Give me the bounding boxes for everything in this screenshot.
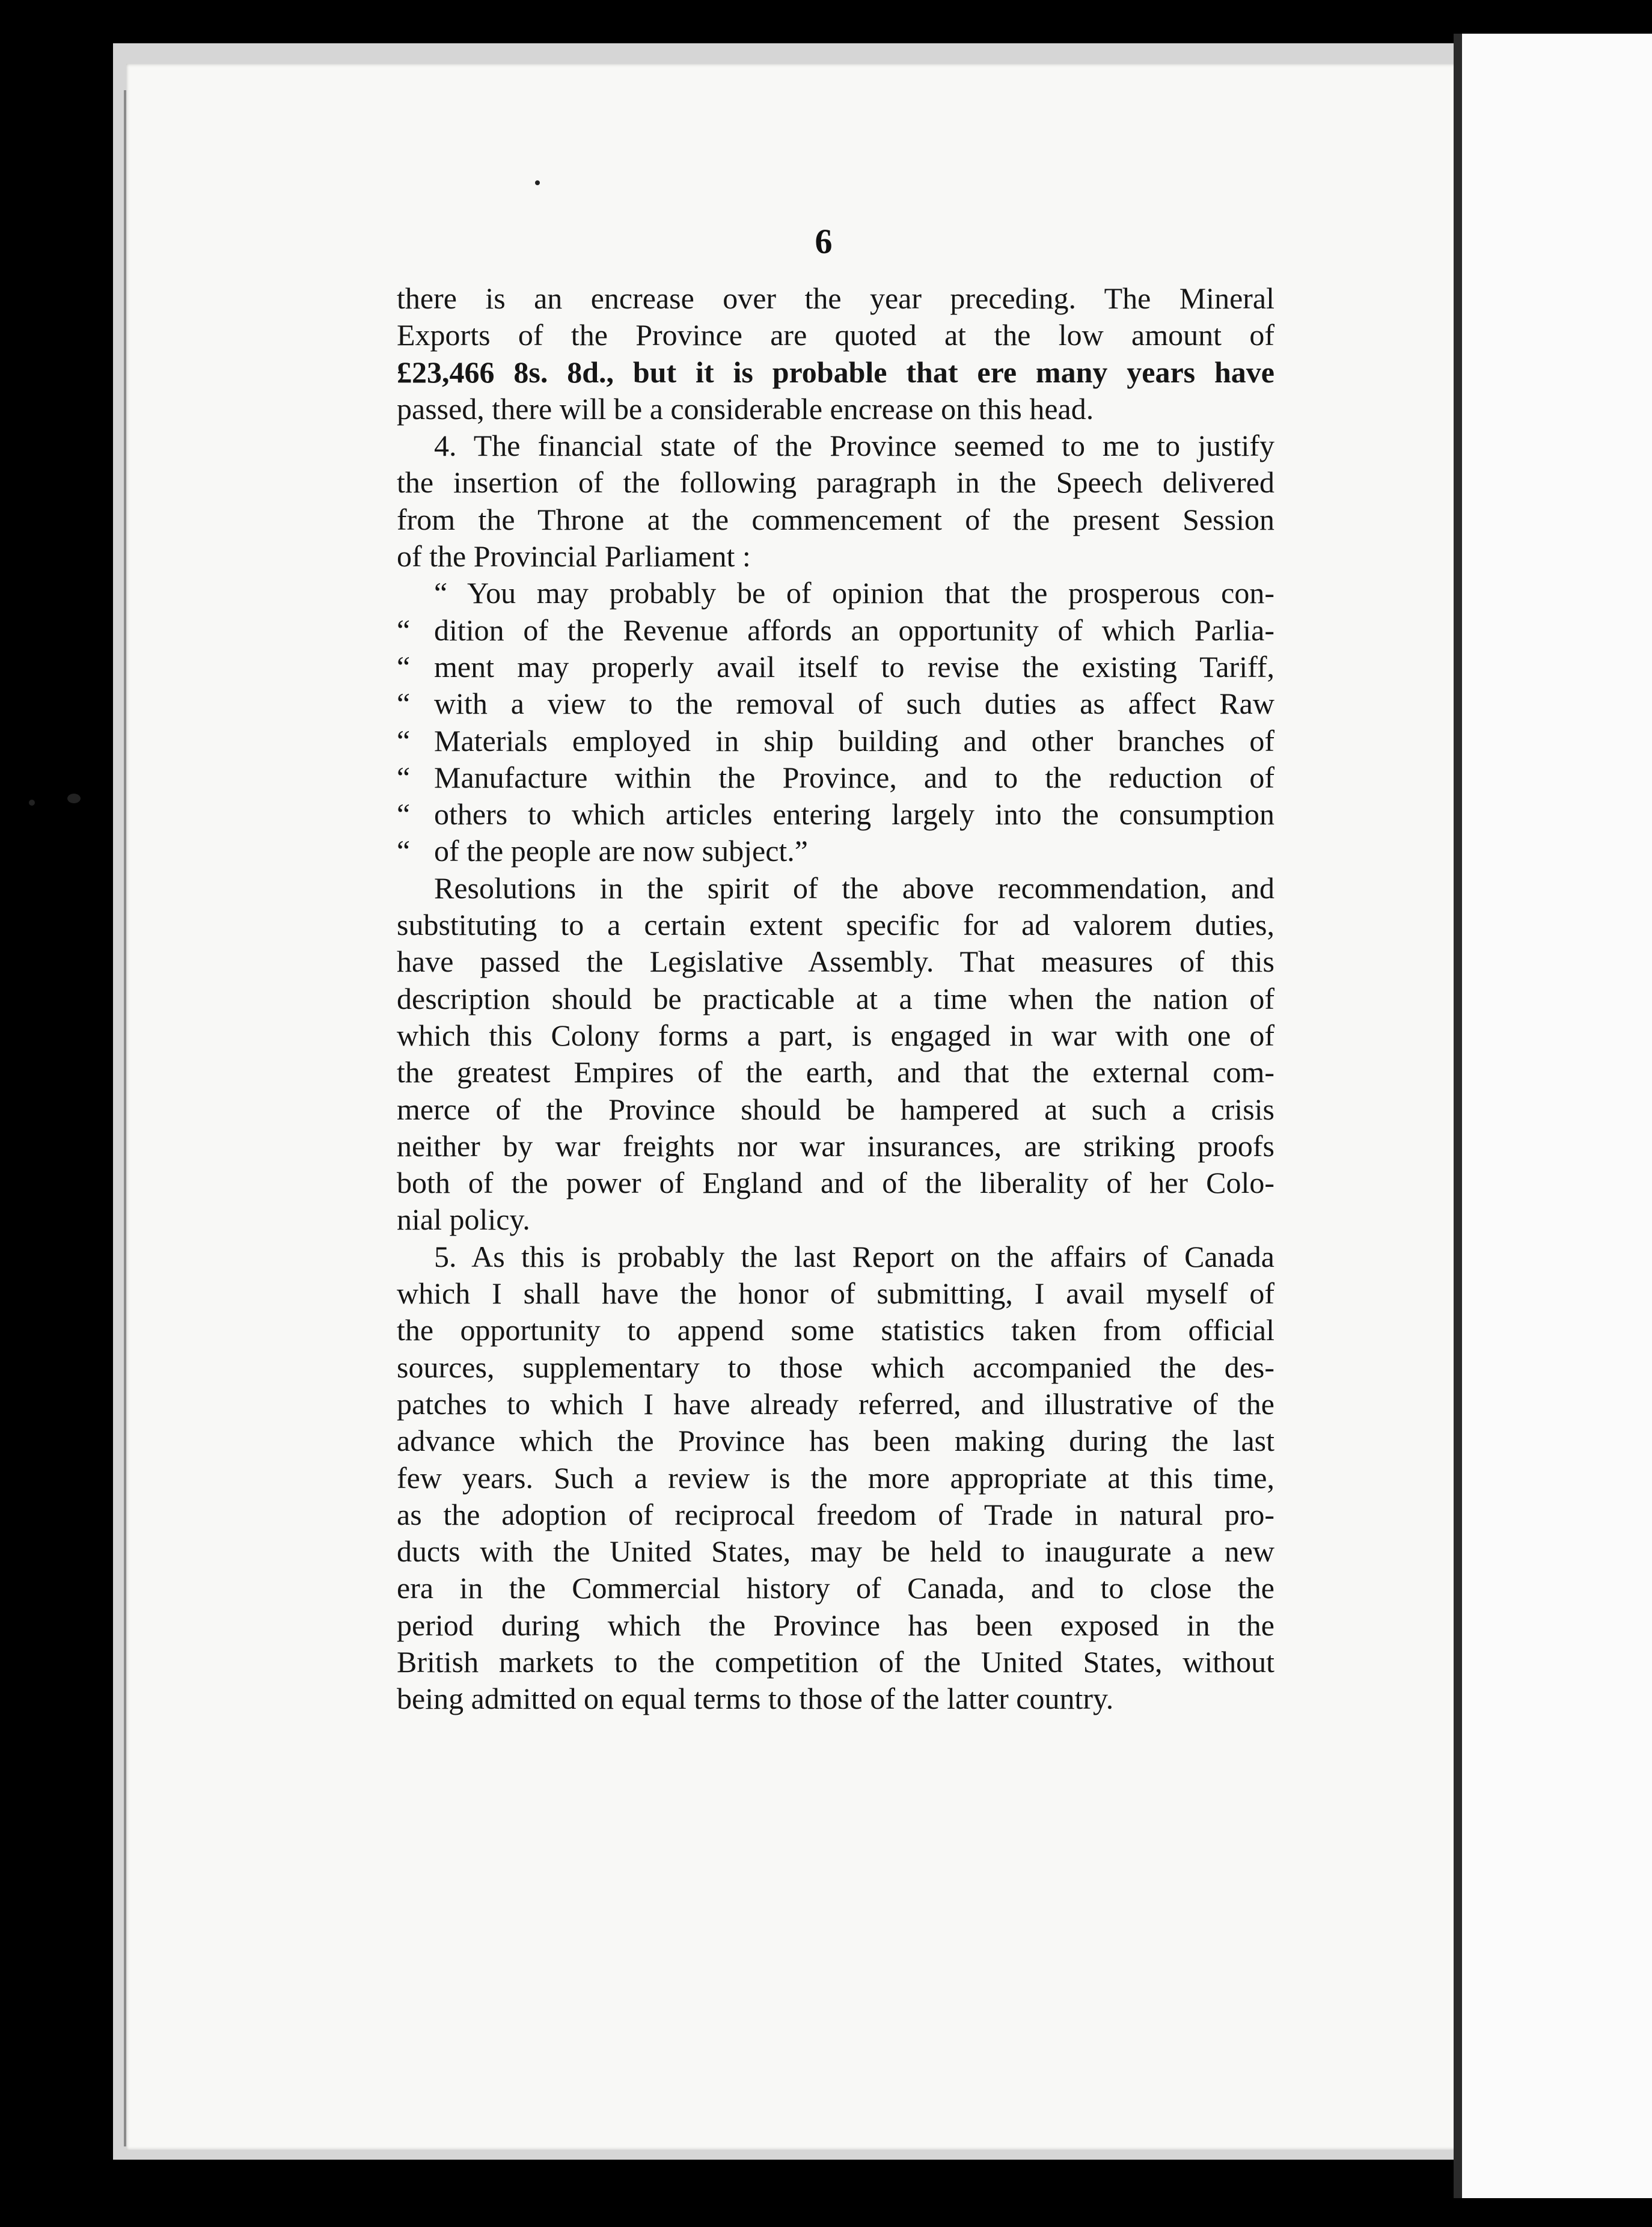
quote-mark: “ (397, 649, 411, 684)
quote-text: “ You may probably be of opinion that the prosperous con- (434, 576, 1274, 610)
facing-page (1462, 34, 1652, 2198)
text-line: £23,466 8s. 8d., but it is probable that ere many years have (397, 355, 1274, 389)
print-speck (535, 180, 540, 185)
quote-line (397, 575, 1274, 611)
text-line: have passed the Legislative Assembly. That measures of this (397, 945, 1274, 979)
text-line: the insertion of the following paragraph in the Speech delivered (397, 465, 1274, 500)
quote-mark (397, 575, 434, 611)
body-text (397, 280, 1274, 1718)
quote-mark: “ (397, 723, 411, 758)
quote-mark: “ (397, 797, 411, 832)
quote-line (397, 796, 1274, 833)
quote-line (397, 833, 1274, 869)
text-line: description should be practicable at a time when the nation of (397, 981, 1274, 1015)
text-line: substituting to a certain extent specific for ad valorem duties, (397, 908, 1274, 942)
print-speck (29, 800, 35, 806)
text-line: merce of the Province should be hampered at such a crisis (397, 1092, 1274, 1126)
text-line: Exports of the Province are quoted at the low amount of (397, 318, 1274, 352)
quote-mark: “ (397, 760, 411, 794)
text-line: Resolutions in the spirit of the above recommendation, and (434, 871, 1274, 905)
quote-text: of the people are now subject.” (434, 834, 808, 868)
text-line: period during which the Province has been exposed in the (397, 1608, 1274, 1642)
text-line: ducts with the United States, may be held to inaugurate a new (397, 1534, 1274, 1569)
print-speck (67, 794, 81, 803)
quote-text: with a view to the removal of such duties as affect Raw (434, 687, 1274, 721)
text-line: from the Throne at the commencement of the present Session (397, 502, 1274, 536)
text-line: neither by war freights nor war insurances, are striking proofs (397, 1129, 1274, 1163)
text-line: the opportunity to append some statistics taken from official (397, 1313, 1274, 1347)
quote-line (397, 723, 1274, 759)
quote-line (397, 759, 1274, 796)
text-line: 5. As this is probably the last Report on the affairs of Canada (434, 1239, 1274, 1273)
text-line: the greatest Empires of the earth, and that the external com- (397, 1055, 1274, 1089)
quote-line (397, 649, 1274, 685)
facing-page-gutter (1454, 34, 1462, 2198)
text-line: 4. The financial state of the Province seemed to me to justify (434, 429, 1274, 463)
quote-mark: “ (397, 834, 411, 868)
text-line: both of the power of England and of the liberality of her Colo- (397, 1166, 1274, 1200)
page-number: 6 (815, 222, 833, 261)
paragraph-mineral-exports (397, 280, 1274, 427)
text-line: nial policy. (397, 1202, 530, 1237)
quote-text: dition of the Revenue affords an opportunity of which Parlia- (434, 613, 1274, 647)
quote-mark: “ (397, 613, 411, 647)
text-line: passed, there will be a considerable encrease on this head. (397, 391, 1094, 426)
paragraph-resolutions (397, 870, 1274, 1239)
text-line: as the adoption of reciprocal freedom of Trade in natural pro- (397, 1497, 1274, 1531)
text-line: British markets to the competition of the United States, without (397, 1644, 1274, 1679)
text-line: there is an encrease over the year preceding. The Mineral (397, 281, 1274, 315)
text-line: being admitted on equal terms to those of the latter country. (397, 1682, 1114, 1716)
text-line: sources, supplementary to those which accompanied the des- (397, 1350, 1274, 1384)
quote-line (397, 612, 1274, 649)
quote-text: ment may properly avail itself to revise the existing Tariff, (434, 649, 1274, 684)
text-line: patches to which I have already referred, and illustrative of the (397, 1386, 1274, 1421)
quote-text: others to which articles entering largely into the consumption (434, 797, 1274, 832)
text-line: era in the Commercial history of Canada, and to close the (397, 1571, 1274, 1605)
text-line: which I shall have the honor of submitting, I avail myself of (397, 1276, 1274, 1311)
quote-line (397, 685, 1274, 722)
speech-quotation (397, 575, 1274, 869)
quote-text: Manufacture within the Province, and to the reduction of (434, 760, 1274, 794)
quote-mark: “ (397, 687, 411, 721)
text-line: which this Colony forms a part, is engaged in war with one of (397, 1018, 1274, 1052)
quote-text: Materials employed in ship building and other branches of (434, 723, 1274, 758)
paragraph-financial-state (397, 427, 1274, 575)
paragraph-last-report (397, 1239, 1274, 1718)
text-line: advance which the Province has been making during the last (397, 1424, 1274, 1458)
text-line: few years. Such a review is the more appropriate at this time, (397, 1460, 1274, 1495)
text-line: of the Provincial Parliament : (397, 539, 751, 574)
